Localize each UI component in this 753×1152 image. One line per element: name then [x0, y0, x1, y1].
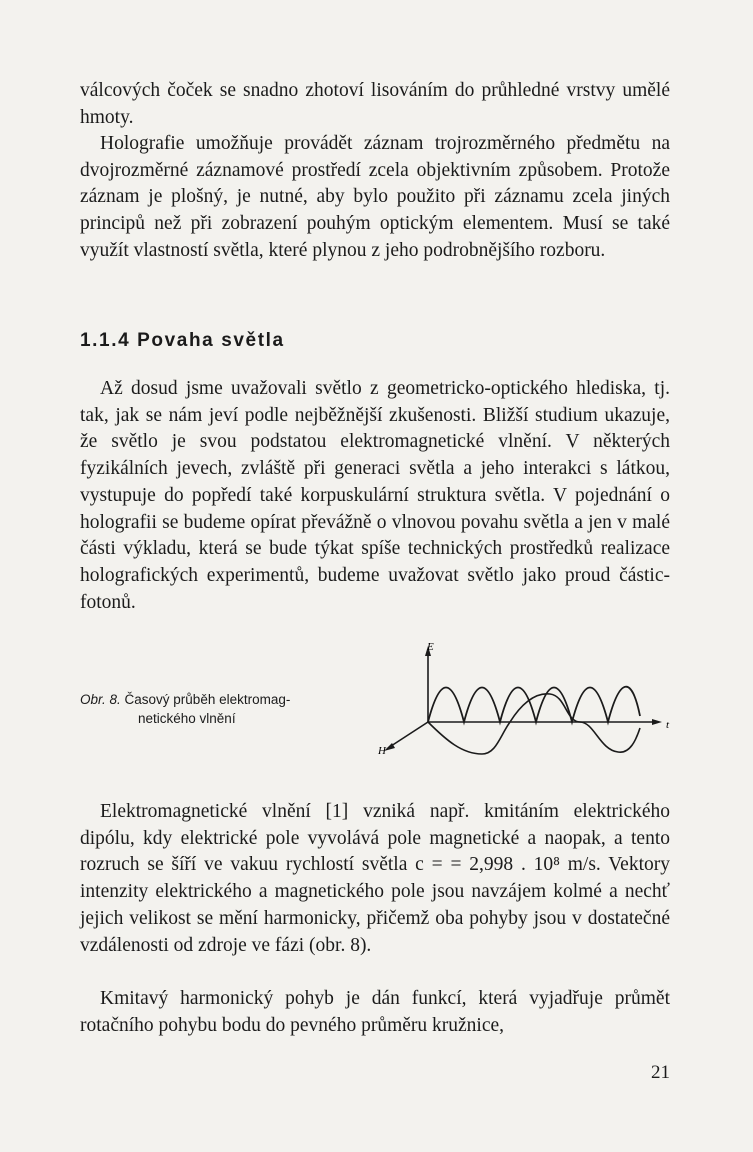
h-axis-label: H — [378, 745, 386, 757]
figure-label: Obr. 8. — [80, 692, 121, 707]
paragraph-em-wave: Elektromagnetické vlnění [1] vzniká např. kmitáním elektrického dipólu, kdy elektrické pole vyvolává pole magnetické a naopak, a tento rozruch se šíří ve vakuu rychlostí světla c = = 2,998 . 10⁸ m/s. Vektory intenzity elektrického a magnetického pole jsou navzájem kolmé a nechť jejich velikost se mění harmonicky, přičemž oba pohyby jsou v dostatečné vzdálenosti od zdroje ve fázi (obr. 8). — [80, 801, 670, 956]
paragraph-harmonic-motion: Kmitavý harmonický pohyb je dán funkcí, která vyjadřuje průmět rotačního pohybu bodu do pevného průměru kružnice, — [80, 988, 670, 1036]
figure-caption-line2: netického vlnění — [138, 711, 236, 726]
e-axis-label: E — [427, 641, 434, 653]
t-axis-arrow-icon — [652, 719, 662, 725]
paragraph-nature-of-light: Až dosud jsme uvažovali světlo z geometricko-optického hlediska, tj. tak, jak se nám jeví podle nejběžnější zkušenosti. Bližší studium ukazuje, že světlo je svou podstatou elektromagnetické vlnění. V některých fyzikálních jevech, zvláště při generaci světla a jeho interakci s látkou, vystupuje do popředí také korpuskulární struktura světla. V pojednání o holografii se budeme opírat převážně o vlnovou povahu světla a jen v malé části výkladu, která se bude týkat spíše technických prostředků realizace holografických experimentů, budeme uvažovat světlo jako proud částic-fotonů. — [80, 378, 670, 613]
figure-caption-line1: Časový průběh elektromag- — [124, 692, 291, 707]
section-heading: 1.1.4 Povaha světla — [80, 330, 285, 351]
page-number: 21 — [651, 1062, 670, 1083]
figure-caption — [80, 690, 370, 728]
h-axis-line — [388, 722, 428, 748]
paragraph-lens-fabrication: válcových čoček se snadno zhotoví lisováním do průhledné vrstvy umělé hmoty. — [80, 80, 670, 128]
em-wave-figure — [370, 636, 680, 766]
paragraph-holography-recording: Holografie umožňuje provádět záznam trojrozměrného předmětu na dvojrozměrné záznamové prostředí zcela objektivním způsobem. Protože záznam je plošný, je nutné, aby bylo použito při záznamu zcela jiných principů než při zobrazení pouhým optickým elementem. Musí se také využít vlastností světla, které plynou z jeho podrobnějšího rozboru. — [80, 133, 670, 261]
t-axis-label: t — [666, 719, 670, 731]
electric-wave — [428, 687, 640, 722]
